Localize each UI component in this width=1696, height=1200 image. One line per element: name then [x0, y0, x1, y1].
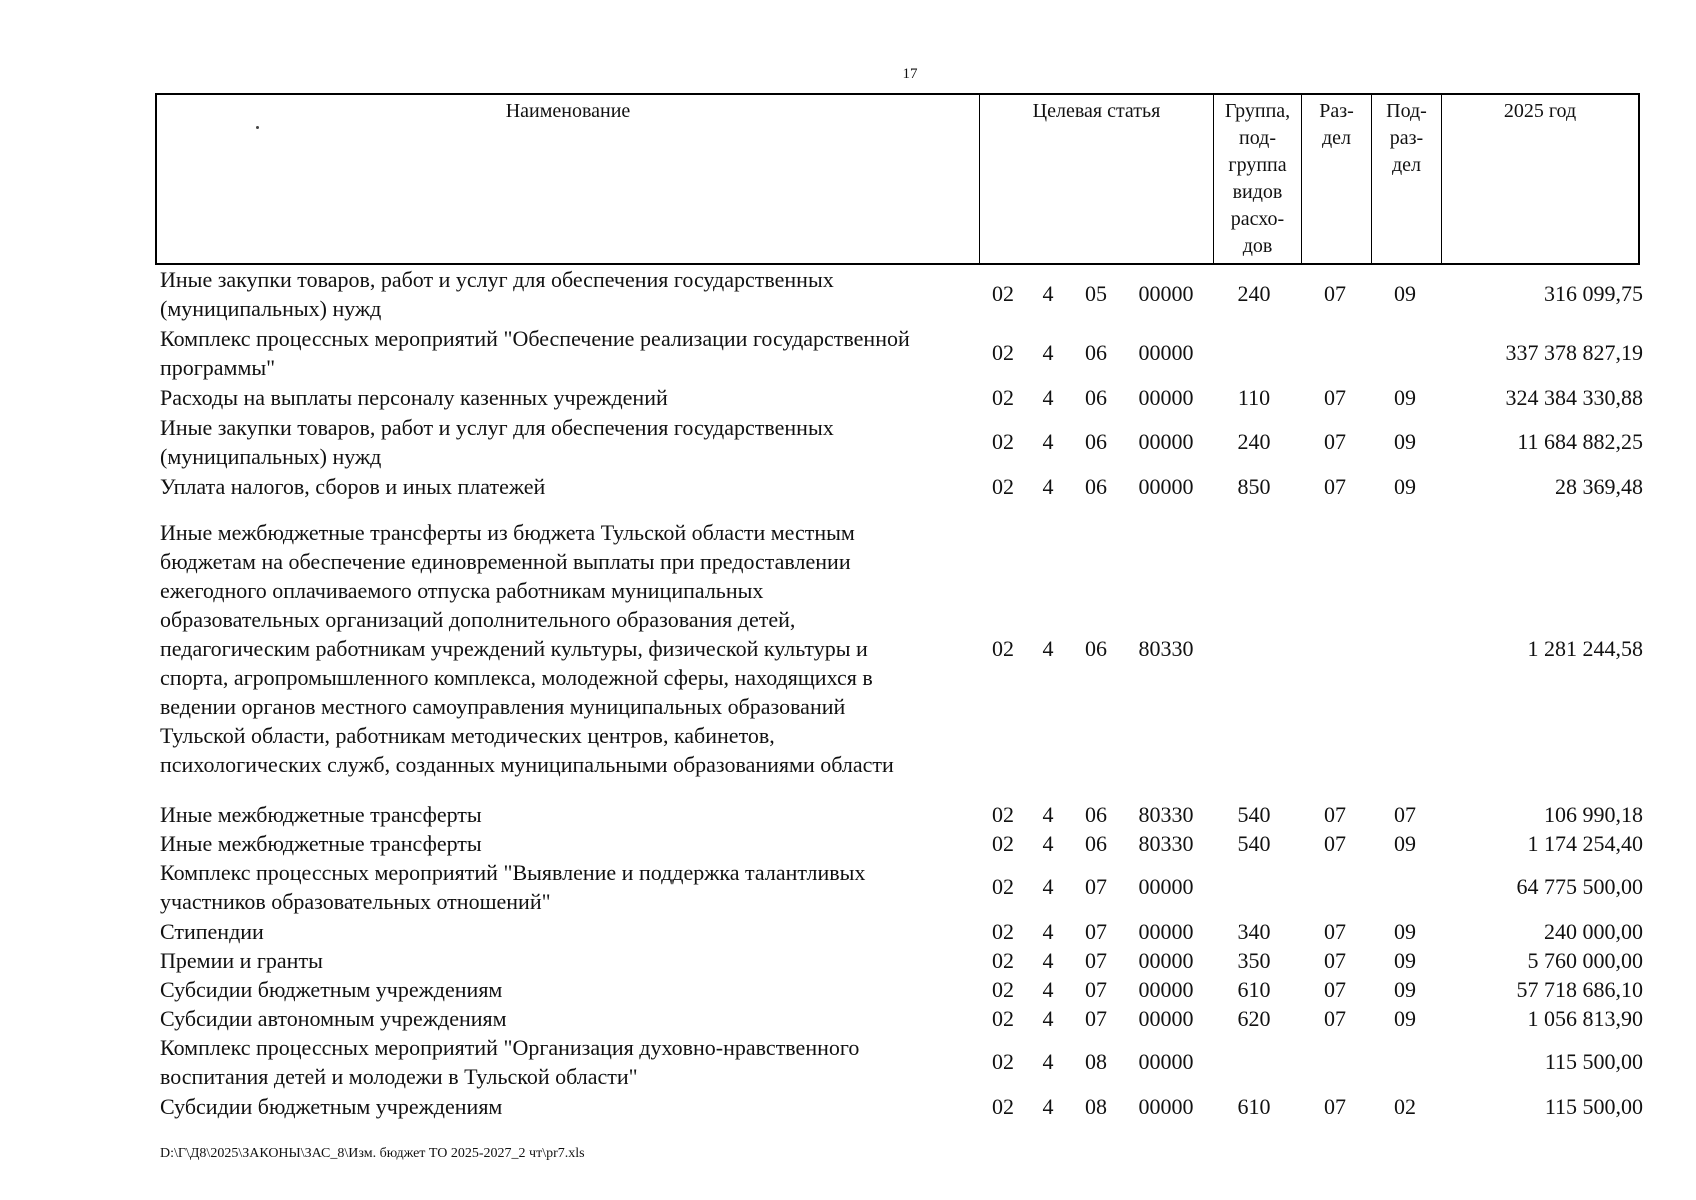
cell-amount: 1 281 244,58: [1527, 636, 1643, 661]
row-name-line: Стипендии: [160, 919, 264, 944]
table-row: [0, 1092, 1696, 1121]
table-row: [0, 324, 1696, 382]
row-name-line: Субсидии автономным учреждениям: [160, 1006, 507, 1031]
cell-razdel: 07: [1324, 948, 1346, 973]
cell-amount: 324 384 330,88: [1505, 385, 1643, 410]
cell-direction: 80330: [1138, 802, 1194, 827]
table-row: [0, 518, 1696, 783]
table-row: [0, 413, 1696, 471]
row-name: [160, 324, 970, 382]
cell-podrazdel: 09: [1394, 919, 1416, 944]
cell-razdel: 07: [1324, 831, 1346, 856]
cell-amount: 28 369,48: [1555, 474, 1643, 499]
cell-amount: 1 174 254,40: [1527, 831, 1643, 856]
row-name-line: ведении органов местного самоуправления муниципальных образований: [160, 694, 846, 719]
cell-type: 4: [1042, 429, 1054, 454]
row-name-line: Премии и гранты: [160, 948, 323, 973]
row-name-line: Иные межбюджетные трансферты: [160, 802, 482, 827]
cell-direction: 00000: [1138, 281, 1194, 306]
cell-amount: 240 000,00: [1544, 919, 1643, 944]
row-name-line: воспитания детей и молодежи в Тульской области": [160, 1064, 638, 1089]
cell-podrazdel: 09: [1394, 977, 1416, 1002]
cell-type: 4: [1042, 874, 1054, 899]
cell-type: 4: [1042, 474, 1054, 499]
cell-direction: 00000: [1138, 948, 1194, 973]
cell-complex: 06: [1085, 385, 1107, 410]
cell-complex: 06: [1085, 474, 1107, 499]
row-name-line: (муниципальных) нужд: [160, 444, 382, 469]
row-name: [160, 829, 970, 858]
cell-direction: 00000: [1138, 474, 1194, 499]
table-row: [0, 1004, 1696, 1033]
row-name-line: образовательных организаций дополнительного образования детей,: [160, 607, 796, 632]
cell-podrazdel: 09: [1394, 1006, 1416, 1031]
header-group-line: расхо-: [1230, 208, 1285, 230]
cell-razdel: 07: [1324, 919, 1346, 944]
header-name: Наименование: [157, 95, 980, 263]
row-name: [160, 917, 970, 946]
table-row: [0, 917, 1696, 946]
table-row: [0, 975, 1696, 1004]
cell-razdel: 07: [1324, 802, 1346, 827]
cell-razdel: 07: [1324, 385, 1346, 410]
row-name: [160, 800, 970, 829]
row-name: [160, 1033, 970, 1091]
cell-direction: 00000: [1138, 1049, 1194, 1074]
cell-program: 02: [992, 474, 1014, 499]
cell-complex: 08: [1085, 1049, 1107, 1074]
cell-complex: 07: [1085, 948, 1107, 973]
cell-group: 340: [1237, 919, 1271, 944]
cell-group: 240: [1237, 281, 1271, 306]
row-name-line: Комплекс процессных мероприятий "Организация духовно-нравственного: [160, 1035, 860, 1060]
table-row: [0, 946, 1696, 975]
cell-amount: 337 378 827,19: [1505, 340, 1643, 365]
cell-complex: 08: [1085, 1094, 1107, 1119]
row-name-line: Иные межбюджетные трансферты: [160, 831, 482, 856]
cell-amount: 115 500,00: [1544, 1094, 1643, 1119]
cell-complex: 07: [1085, 1006, 1107, 1031]
header-group: [1214, 95, 1302, 263]
cell-program: 02: [992, 874, 1014, 899]
page-number: 17: [902, 66, 918, 82]
cell-group: 610: [1237, 1094, 1271, 1119]
header-group-line: под-: [1239, 127, 1276, 149]
cell-direction: 80330: [1138, 636, 1194, 661]
header-target: Целевая статья: [980, 95, 1214, 263]
cell-amount: 5 760 000,00: [1527, 948, 1643, 973]
cell-complex: 06: [1085, 340, 1107, 365]
table-row: [0, 1033, 1696, 1091]
cell-group: 240: [1237, 429, 1271, 454]
cell-amount: 1 056 813,90: [1527, 1006, 1643, 1031]
row-name: [160, 472, 970, 501]
cell-razdel: 07: [1324, 281, 1346, 306]
cell-type: 4: [1042, 948, 1054, 973]
header-podrazdel: [1372, 95, 1442, 263]
header-razdel: [1302, 95, 1372, 263]
cell-type: 4: [1042, 802, 1054, 827]
cell-type: 4: [1042, 385, 1054, 410]
cell-program: 02: [992, 948, 1014, 973]
row-name-line: Иные закупки товаров, работ и услуг для обеспечения государственных: [160, 415, 834, 440]
row-name: [160, 413, 970, 471]
table-row: [0, 858, 1696, 916]
cell-complex: 06: [1085, 636, 1107, 661]
header-podrazdel-line: дел: [1391, 154, 1422, 176]
cell-podrazdel: 09: [1394, 948, 1416, 973]
cell-razdel: 07: [1324, 429, 1346, 454]
cell-type: 4: [1042, 636, 1054, 661]
cell-complex: 05: [1085, 281, 1107, 306]
cell-amount: 115 500,00: [1544, 1049, 1643, 1074]
row-name: [160, 1092, 970, 1121]
header-razdel-line: Раз-: [1319, 100, 1354, 122]
header-group-line: дов: [1242, 235, 1273, 257]
cell-direction: 00000: [1138, 1006, 1194, 1031]
row-name-line: (муниципальных) нужд: [160, 296, 382, 321]
cell-program: 02: [992, 281, 1014, 306]
row-name-line: Комплекс процессных мероприятий "Выявление и поддержка талантливых: [160, 860, 866, 885]
cell-podrazdel: 07: [1394, 802, 1416, 827]
cell-razdel: 07: [1324, 977, 1346, 1002]
header-podrazdel-line: Под-: [1386, 100, 1427, 122]
cell-razdel: 07: [1324, 474, 1346, 499]
row-name-line: Расходы на выплаты персоналу казенных учреждений: [160, 385, 668, 410]
cell-podrazdel: 09: [1394, 385, 1416, 410]
cell-type: 4: [1042, 919, 1054, 944]
row-name-line: педагогическим работникам учреждений культуры, физической культуры и: [160, 636, 868, 661]
header-group-line: группа: [1228, 154, 1287, 176]
header-year: 2025 год: [1503, 100, 1577, 122]
cell-type: 4: [1042, 831, 1054, 856]
cell-program: 02: [992, 977, 1014, 1002]
cell-direction: 00000: [1138, 977, 1194, 1002]
cell-direction: 00000: [1138, 340, 1194, 365]
header-razdel-line: дел: [1321, 127, 1352, 149]
cell-group: 850: [1237, 474, 1271, 499]
cell-group: 350: [1237, 948, 1271, 973]
row-name-line: Комплекс процессных мероприятий "Обеспечение реализации государственной: [160, 326, 910, 351]
cell-group: 610: [1237, 977, 1271, 1002]
cell-type: 4: [1042, 1006, 1054, 1031]
file-path-footer: D:\Г\Д8\2025\ЗАКОНЫ\ЗАС_8\Изм. бюджет ТО 2025-2027_2 чт\pr7.xls: [160, 1146, 585, 1161]
cell-program: 02: [992, 919, 1014, 944]
row-name: [160, 265, 970, 323]
cell-complex: 06: [1085, 831, 1107, 856]
table-row: [0, 829, 1696, 858]
cell-amount: 106 990,18: [1544, 802, 1643, 827]
row-name-line: Субсидии бюджетным учреждениям: [160, 977, 503, 1002]
cell-direction: 00000: [1138, 385, 1194, 410]
cell-type: 4: [1042, 281, 1054, 306]
row-name-line: Тульской области, работникам методических центров, кабинетов,: [160, 723, 775, 748]
cell-direction: 00000: [1138, 919, 1194, 944]
cell-podrazdel: 02: [1394, 1094, 1416, 1119]
table-row: [0, 800, 1696, 829]
row-name: [160, 518, 970, 779]
cell-complex: 07: [1085, 977, 1107, 1002]
cell-podrazdel: 09: [1394, 281, 1416, 306]
cell-complex: 06: [1085, 802, 1107, 827]
row-name: [160, 1004, 970, 1033]
cell-type: 4: [1042, 1049, 1054, 1074]
cell-group: 540: [1237, 802, 1271, 827]
row-name-line: Иные закупки товаров, работ и услуг для обеспечения государственных: [160, 267, 834, 292]
cell-amount: 316 099,75: [1544, 281, 1643, 306]
cell-program: 02: [992, 831, 1014, 856]
cell-amount: 64 775 500,00: [1516, 874, 1643, 899]
cell-amount: 57 718 686,10: [1516, 977, 1643, 1002]
cell-type: 4: [1042, 977, 1054, 1002]
row-name-line: Иные межбюджетные трансферты из бюджета Тульской области местным: [160, 520, 855, 545]
header-podrazdel-line: раз-: [1389, 127, 1424, 149]
cell-podrazdel: 09: [1394, 429, 1416, 454]
row-name-line: бюджетам на обеспечение единовременной выплаты при предоставлении: [160, 549, 851, 574]
cell-program: 02: [992, 385, 1014, 410]
row-name-line: спорта, агропромышленного комплекса, молодежной сферы, находящихся в: [160, 665, 873, 690]
table-row: [0, 383, 1696, 412]
row-name-line: программы": [160, 355, 276, 380]
cell-direction: 80330: [1138, 831, 1194, 856]
scan-speck: [256, 126, 259, 129]
cell-program: 02: [992, 1049, 1014, 1074]
row-name-line: ежегодного оплачиваемого отпуска работникам муниципальных: [160, 578, 764, 603]
cell-direction: 00000: [1138, 1094, 1194, 1119]
cell-program: 02: [992, 1006, 1014, 1031]
cell-type: 4: [1042, 1094, 1054, 1119]
cell-group: 620: [1237, 1006, 1271, 1031]
row-name: [160, 975, 970, 1004]
row-name-line: психологических служб, созданных муниципальными образованиями области: [160, 752, 894, 777]
cell-program: 02: [992, 429, 1014, 454]
row-name-line: Уплата налогов, сборов и иных платежей: [160, 474, 546, 499]
cell-razdel: 07: [1324, 1006, 1346, 1031]
table-header: [155, 93, 1640, 265]
cell-program: 02: [992, 340, 1014, 365]
cell-complex: 06: [1085, 429, 1107, 454]
cell-type: 4: [1042, 340, 1054, 365]
row-name-line: участников образовательных отношений": [160, 889, 551, 914]
cell-group: 540: [1237, 831, 1271, 856]
cell-complex: 07: [1085, 874, 1107, 899]
cell-podrazdel: 09: [1394, 474, 1416, 499]
cell-razdel: 07: [1324, 1094, 1346, 1119]
cell-program: 02: [992, 1094, 1014, 1119]
row-name: [160, 946, 970, 975]
cell-podrazdel: 09: [1394, 831, 1416, 856]
row-name-line: Субсидии бюджетным учреждениям: [160, 1094, 503, 1119]
table-row: [0, 472, 1696, 501]
cell-program: 02: [992, 802, 1014, 827]
cell-direction: 00000: [1138, 874, 1194, 899]
row-name: [160, 858, 970, 916]
row-name: [160, 383, 970, 412]
cell-group: 110: [1237, 385, 1271, 410]
cell-program: 02: [992, 636, 1014, 661]
table-row: [0, 265, 1696, 323]
header-group-line: Группа,: [1224, 100, 1291, 122]
cell-complex: 07: [1085, 919, 1107, 944]
cell-amount: 11 684 882,25: [1517, 429, 1643, 454]
cell-direction: 00000: [1138, 429, 1194, 454]
header-group-line: видов: [1232, 181, 1283, 203]
